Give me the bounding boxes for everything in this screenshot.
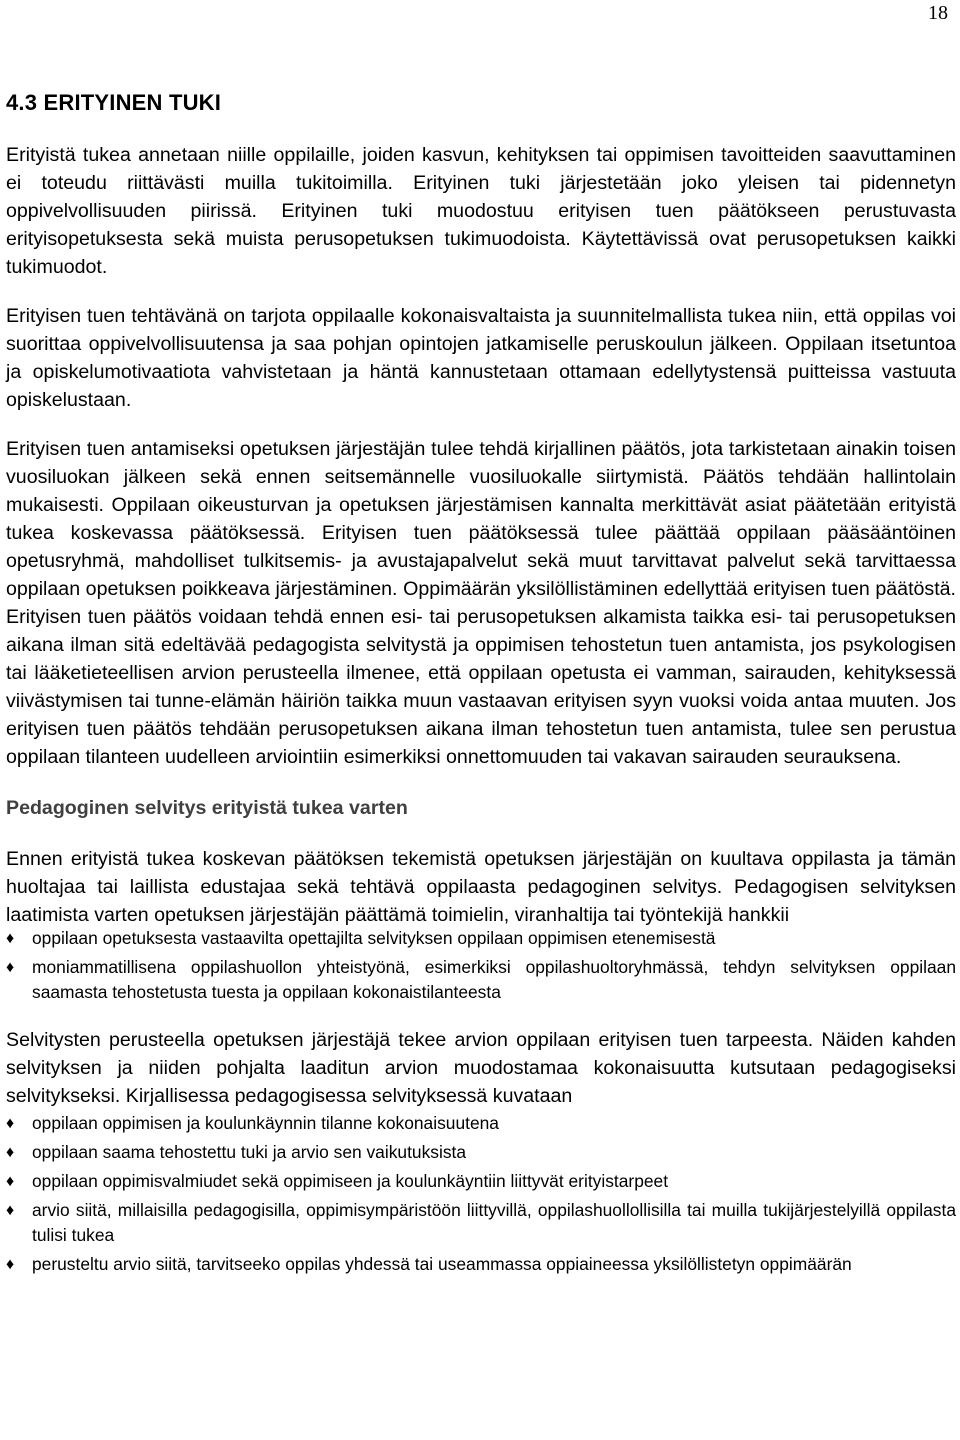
page-number: 18 [928,2,948,24]
list-item-text: oppilaan oppimisvalmiudet sekä oppimiseen ja koulunkäyntiin liittyvät erityistarpeet [32,1171,669,1191]
list-item [6,1111,956,1136]
paragraph-assessment: Selvitysten perusteella opetuksen järjestäjä tekee arvion oppilaan erityisen tuen tarpeesta. Näiden kahden selvityksen ja niiden pohjalta laaditun arvion muodostamaa kokonaisuutta kutsutaan pedagogiseksi selvitykseksi. Kirjallisessa pedagogisessa selvityksessä kuvataan [6,1029,956,1107]
list-item-text: arvio siitä, millaisilla pedagogisilla, oppimisympäristöön liittyvillä, oppilashuollollisilla tai muilla tukijärjestelyillä oppilasta tulisi tukea [32,1200,956,1245]
section-heading: 4.3 ERITYINEN TUKI [6,90,222,115]
list-item [6,955,956,1005]
list-item [6,1169,956,1194]
paragraph-decision: Erityisen tuen antamiseksi opetuksen järjestäjän tulee tehdä kirjallinen päätös, jota tarkistetaan ainakin toisen vuosiluokan jälkeen sekä ennen seitsemännelle vuosiluokalle siirtymistä. Päätös tehdään hallintolain mukaisesti. Oppilaan oikeusturvan ja opetuksen järjestämisen kannalta merkittävät asiat päätetään erityistä tukea koskevassa päätöksessä. Erityisen tuen päätöksessä tulee päättää oppilaan pääsääntöinen opetusryhmä, mahdolliset tulkitsemis- ja avustajapalvelut sekä muut tarvittavat palvelut sekä tarvittaessa oppilaan opetuksen poikkeava järjestäminen. Oppimäärän yksilöllistäminen edellyttää erityisen tuen päätöstä. Erityisen tuen päätös voidaan tehdä ennen esi- tai perusopetuksen alkamista taikka esi- tai perusopetuksen aikana ilman sitä edeltävää pedagogista selvitystä ja oppimisen tehostetun tuen antamista, jos psykologisen tai lääketieteellisen arvion perusteella ilmenee, että oppilaan opetusta ei vamman, sairauden, kehityksessä viivästymisen tai tunne-elämän häiriön taikka muun vastaavan erityisen syyn vuoksi voida antaa muuten. Jos erityisen tuen päätös tehdään perusopetuksen aikana ilman tehostetun tuen antamista, tulee sen perustua oppilaan tilanteen uudelleen arviointiin esimerkiksi onnettomuuden tai vakavan sairauden seurauksena. [6,438,956,768]
list-item [6,1252,956,1277]
diamond-bullet-icon: ♦ [6,1202,15,1219]
document-body [6,90,956,1298]
diamond-bullet-icon: ♦ [6,1173,15,1190]
diamond-bullet-icon: ♦ [6,1115,15,1132]
subheading: Pedagoginen selvitys erityistä tukea varten [6,797,408,819]
list-item [6,926,956,951]
list-item [6,1198,956,1248]
bullet-list-describe [6,1111,956,1277]
paragraph-purpose: Erityisen tuen tehtävänä on tarjota oppilaalle kokonaisvaltaista ja suunnitelmallista tukea niin, että oppilas voi suorittaa oppivelvollisuutensa ja saa pohjan opintojen jatkamiselle peruskoulun jälkeen. Oppilaan itsetuntoa ja opiskelumotivaatiota vahvistetaan ja häntä kannustetaan ottamaan edellytystensä puitteissa vastuuta opiskelustaan. [6,305,956,411]
bullet-list-collect [6,926,956,1005]
list-item [6,1140,956,1165]
diamond-bullet-icon: ♦ [6,1144,15,1161]
diamond-bullet-icon: ♦ [6,930,15,947]
list-item-text: perusteltu arvio siitä, tarvitseeko oppilas yhdessä tai useammassa oppiaineessa yksilöllistetyn oppimäärän [32,1254,852,1274]
list-item-text: oppilaan opetuksesta vastaavilta opettajilta selvityksen oppilaan oppimisen etenemisestä [32,928,716,948]
diamond-bullet-icon: ♦ [6,959,15,976]
list-item-text: moniammatillisena oppilashuollon yhteistyönä, esimerkiksi oppilashuoltoryhmässä, tehdyn selvityksen oppilaan saamasta tehostetusta tuesta ja oppilaan kokonaistilanteesta [32,957,956,1002]
diamond-bullet-icon: ♦ [6,1256,15,1273]
paragraph-intro: Erityistä tukea annetaan niille oppilaille, joiden kasvun, kehityksen tai oppimisen tavoitteiden saavuttaminen ei toteudu riittävästi muilla tukitoimilla. Erityinen tuki järjestetään joko yleisen tai pidennetyn oppivelvollisuuden piirissä. Erityinen tuki muodostuu erityisen tuen päätökseen perustuvasta erityisopetuksesta sekä muista perusopetuksen tukimuodoista. Käytettävissä ovat perusopetuksen kaikki tukimuodot. [6,144,956,278]
list-item-text: oppilaan oppimisen ja koulunkäynnin tilanne kokonaisuutena [32,1113,499,1133]
paragraph-before-decision: Ennen erityistä tukea koskevan päätöksen tekemistä opetuksen järjestäjän on kuultava oppilasta ja tämän huoltajaa tai laillista edustajaa sekä tehtävä oppilaasta pedagoginen selvitys. Pedagogisen selvityksen laatimista varten opetuksen järjestäjän päättämä toimielin, viranhaltija tai työntekijä hankkii [6,848,956,926]
list-item-text: oppilaan saama tehostettu tuki ja arvio sen vaikutuksista [32,1142,467,1162]
